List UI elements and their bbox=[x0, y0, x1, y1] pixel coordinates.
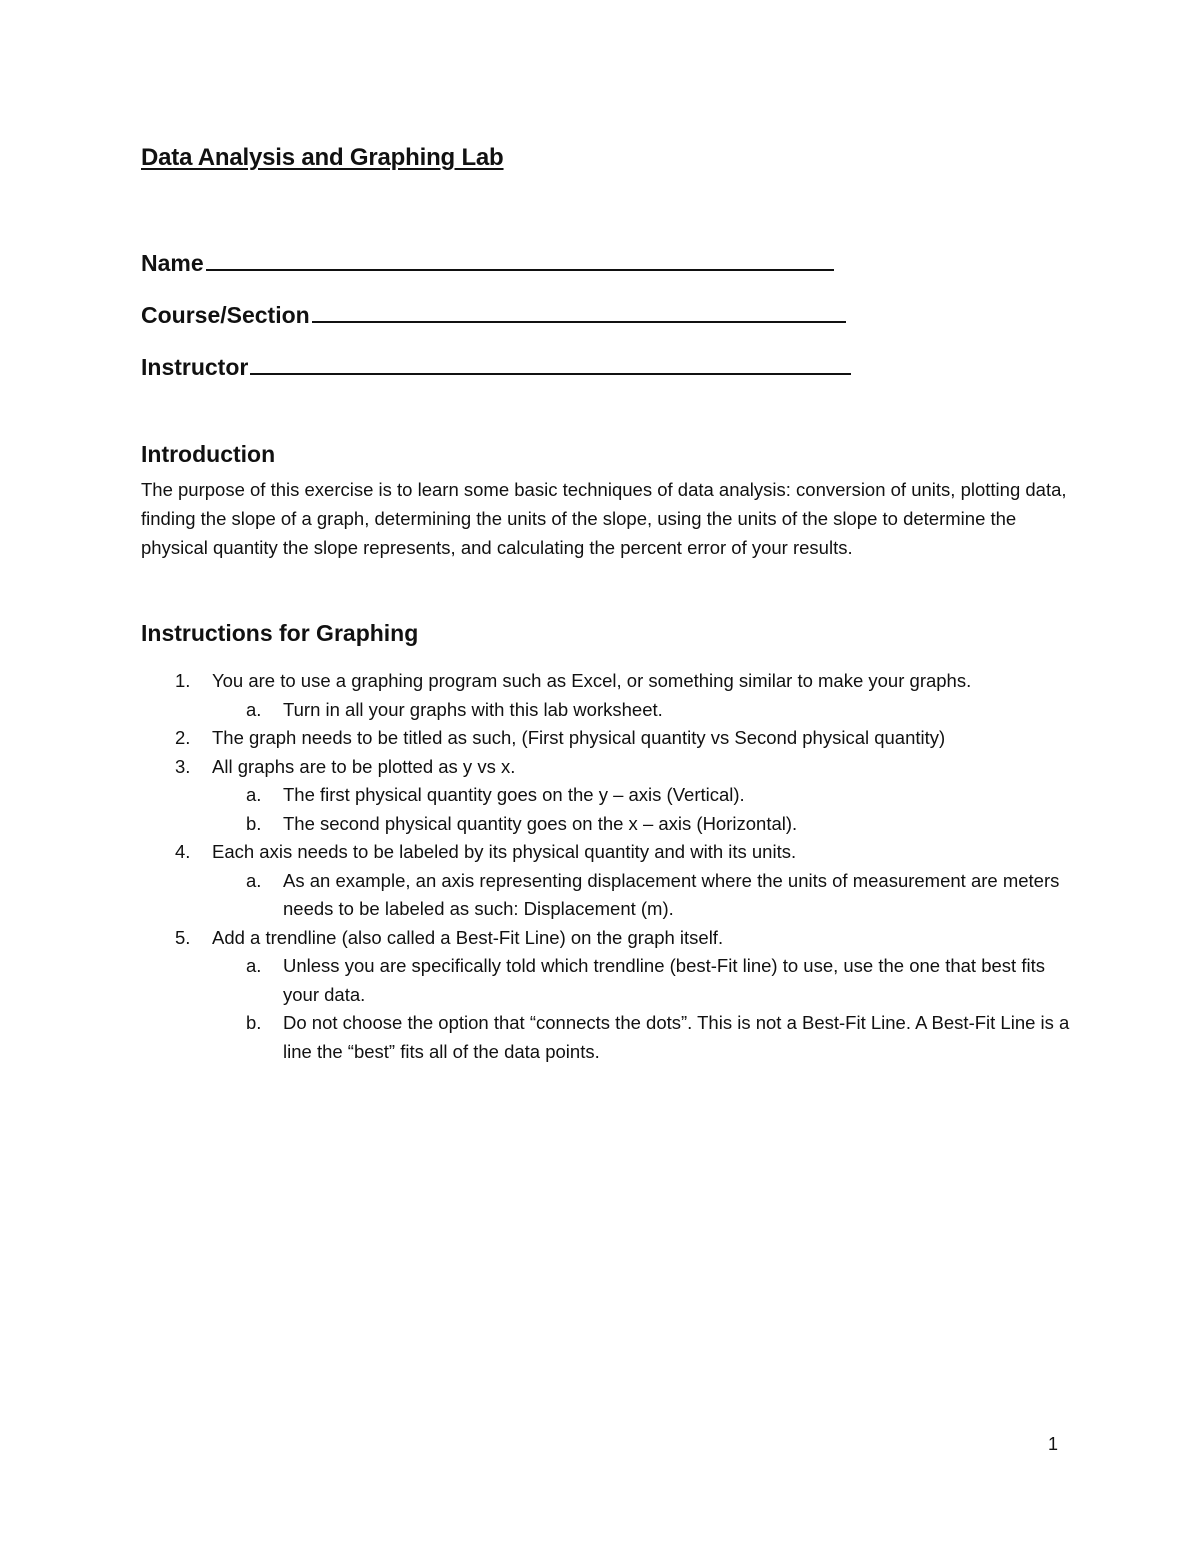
list-item bbox=[141, 724, 1071, 753]
sub-item-text: Do not choose the option that “connects the dots”. This is not a Best-Fit Line. A Best-Fit Line is a line the “best” fits all of the data points. bbox=[283, 1012, 1070, 1062]
sub-list-item bbox=[141, 696, 1071, 725]
instructions-list bbox=[141, 667, 1071, 1066]
instructor-blank-line bbox=[250, 372, 851, 375]
sub-item-text: The first physical quantity goes on the y – axis (Vertical). bbox=[283, 784, 745, 805]
list-item-number: 5. bbox=[175, 926, 191, 948]
introduction-paragraph: The purpose of this exercise is to learn some basic techniques of data analysis: conversion of units, plotting data, finding the slope of a graph, determining the units of the slope, using the units of the slope to determine the physical quantity the slope represents, and calculating the percent error of your results. bbox=[141, 479, 1067, 558]
sub-item-letter: a. bbox=[246, 784, 262, 805]
instructor-label: Instructor bbox=[141, 354, 249, 380]
list-item-text: All graphs are to be plotted as y vs x. bbox=[212, 755, 516, 777]
list-item-number: 4. bbox=[175, 841, 191, 862]
instructions-heading: Instructions for Graphing bbox=[141, 620, 419, 646]
list-item bbox=[141, 667, 1071, 696]
course-section-field bbox=[141, 302, 846, 329]
name-field bbox=[141, 250, 834, 277]
introduction-heading: Introduction bbox=[141, 441, 276, 467]
sub-item-letter: a. bbox=[246, 869, 262, 891]
list-item bbox=[141, 838, 1071, 867]
sub-item-letter: b. bbox=[246, 812, 262, 834]
list-item-text: The graph needs to be titled as such, (First physical quantity vs Second physical quantity) bbox=[212, 727, 946, 748]
sub-item-text: The second physical quantity goes on the x – axis (Horizontal). bbox=[283, 812, 798, 834]
sub-item-text: Turn in all your graphs with this lab worksheet. bbox=[283, 698, 663, 720]
sub-item-letter: a. bbox=[246, 698, 262, 720]
list-item-text: Each axis needs to be labeled by its physical quantity and with its units. bbox=[212, 841, 797, 862]
sub-list-item bbox=[141, 1009, 1071, 1066]
list-item-number: 1. bbox=[175, 670, 191, 691]
list-item bbox=[141, 753, 1071, 782]
list-item-text: Add a trendline (also called a Best-Fit Line) on the graph itself. bbox=[212, 926, 724, 948]
sub-item-letter: a. bbox=[246, 955, 262, 976]
course-section-blank-line bbox=[312, 320, 846, 323]
name-label: Name bbox=[141, 250, 204, 276]
page-number: 1 bbox=[1048, 1434, 1059, 1454]
sub-item-text: Unless you are specifically told which trendline (best-Fit line) to use, use the one that best fits your data. bbox=[283, 955, 1045, 1005]
list-item bbox=[141, 924, 1071, 953]
name-blank-line bbox=[206, 268, 834, 271]
list-item-number: 2. bbox=[175, 727, 191, 748]
list-item-text: You are to use a graphing program such as Excel, or something similar to make your graphs. bbox=[212, 670, 972, 691]
sub-item-text: As an example, an axis representing displacement where the units of measurement are meters needs to be labeled as such: Displacement (m). bbox=[283, 869, 1060, 919]
course-section-label: Course/Section bbox=[141, 302, 310, 328]
sub-item-letter: b. bbox=[246, 1012, 262, 1033]
instructor-field bbox=[141, 354, 851, 381]
sub-list-item bbox=[141, 867, 1071, 924]
list-item-number: 3. bbox=[175, 755, 191, 777]
sub-list-item bbox=[141, 810, 1071, 839]
sub-list-item bbox=[141, 952, 1071, 1009]
document-title: Data Analysis and Graphing Lab bbox=[141, 144, 504, 171]
sub-list-item bbox=[141, 781, 1071, 810]
